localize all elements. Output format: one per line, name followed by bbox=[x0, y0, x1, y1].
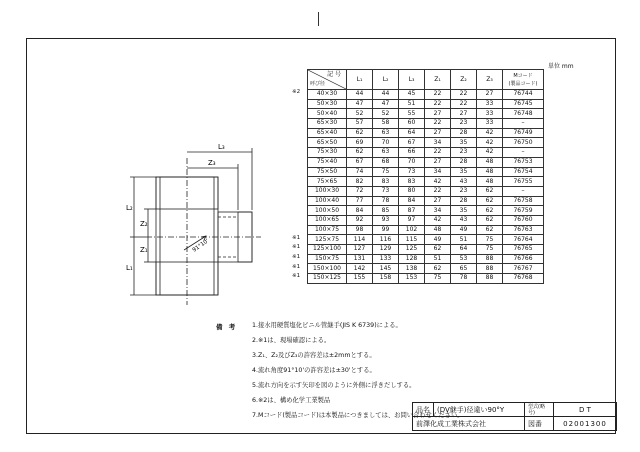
note-item: 4.流れ角度91°10'の許容差は±30'とする。 bbox=[252, 367, 376, 374]
value-cell: 52 bbox=[373, 109, 399, 119]
note-item: 3.Z₁、Z₂及びZ₃の許容差は±2mmとする。 bbox=[252, 352, 376, 359]
label-l3: L₃ bbox=[218, 143, 225, 151]
value-cell: 27 bbox=[425, 109, 451, 119]
table-row bbox=[308, 254, 544, 264]
name-value: (DV継手)径違い90°Y bbox=[434, 403, 525, 417]
title-block bbox=[412, 402, 617, 431]
table-row bbox=[308, 245, 544, 255]
value-cell: 80 bbox=[399, 186, 425, 196]
note-item: 5.流れ方向を示す矢印を図のように外側に浮きだしする。 bbox=[252, 382, 416, 389]
size-cell: 65×40 bbox=[308, 128, 347, 138]
value-cell: 131 bbox=[347, 254, 373, 264]
mcode-cell: – bbox=[503, 119, 544, 129]
notes-title: 備 考 bbox=[216, 323, 238, 331]
size-cell: 40×30 bbox=[308, 90, 347, 100]
value-cell: 44 bbox=[373, 90, 399, 100]
size-cell: 150×100 bbox=[308, 264, 347, 274]
value-cell: 62 bbox=[347, 128, 373, 138]
column-header: Z₂ bbox=[451, 70, 477, 90]
size-cell: 100×40 bbox=[308, 196, 347, 206]
value-cell: 83 bbox=[373, 177, 399, 187]
label-z3: Z₃ bbox=[208, 159, 216, 167]
mcode-cell: 76767 bbox=[503, 264, 544, 274]
label-angle: 91°10' bbox=[191, 238, 211, 254]
value-cell: 34 bbox=[425, 167, 451, 177]
value-cell: 77 bbox=[347, 196, 373, 206]
table-row bbox=[308, 177, 544, 187]
drawing-number: 02001300 bbox=[554, 417, 617, 431]
column-header: Z₁ bbox=[425, 70, 451, 90]
value-cell: 62 bbox=[477, 196, 503, 206]
value-cell: 42 bbox=[425, 177, 451, 187]
mcode-cell: 76766 bbox=[503, 254, 544, 264]
table-row bbox=[308, 225, 544, 235]
table-row bbox=[308, 148, 544, 158]
note-item: 1.接水用硬質塩化ビニル管継手(JIS K 6739)による。 bbox=[252, 322, 402, 329]
header-size-label: 呼び径 bbox=[310, 81, 326, 87]
value-cell: 43 bbox=[451, 215, 477, 225]
value-cell: 22 bbox=[451, 90, 477, 100]
value-cell: 33 bbox=[477, 109, 503, 119]
page-top-mark bbox=[318, 12, 319, 26]
value-cell: 48 bbox=[477, 177, 503, 187]
value-cell: 35 bbox=[451, 138, 477, 148]
value-cell: 62 bbox=[477, 206, 503, 216]
table-row bbox=[308, 157, 544, 167]
value-cell: 75 bbox=[425, 274, 451, 284]
value-cell: 44 bbox=[347, 90, 373, 100]
value-cell: 97 bbox=[399, 215, 425, 225]
value-cell: 73 bbox=[399, 167, 425, 177]
value-cell: 83 bbox=[399, 177, 425, 187]
value-cell: 64 bbox=[399, 128, 425, 138]
value-cell: 70 bbox=[399, 157, 425, 167]
value-cell: 75 bbox=[373, 167, 399, 177]
value-cell: 82 bbox=[347, 177, 373, 187]
value-cell: 67 bbox=[399, 138, 425, 148]
size-cell: 75×50 bbox=[308, 167, 347, 177]
note-item: 7.Mコード(製品コード)は本製品につきましては、お問い合わせください。 bbox=[252, 412, 464, 419]
value-cell: 99 bbox=[373, 225, 399, 235]
value-cell: 67 bbox=[347, 157, 373, 167]
value-cell: 52 bbox=[347, 109, 373, 119]
size-cell: 100×65 bbox=[308, 215, 347, 225]
size-cell: 75×40 bbox=[308, 157, 347, 167]
row-mark: ※1 bbox=[292, 234, 301, 241]
table-row bbox=[308, 196, 544, 206]
label-z1: Z₁ bbox=[140, 246, 148, 254]
note-item: 6.※2は、構め化学工業製品 bbox=[252, 397, 331, 404]
value-cell: 60 bbox=[399, 119, 425, 129]
size-cell: 100×30 bbox=[308, 186, 347, 196]
table-header-row bbox=[308, 70, 544, 90]
value-cell: 145 bbox=[373, 264, 399, 274]
value-cell: 48 bbox=[477, 157, 503, 167]
value-cell: 48 bbox=[425, 225, 451, 235]
value-cell: 27 bbox=[477, 90, 503, 100]
value-cell: 57 bbox=[347, 119, 373, 129]
value-cell: 65 bbox=[451, 264, 477, 274]
note-item: 2.※1は、現場確認による。 bbox=[252, 337, 331, 344]
label-z2: Z₂ bbox=[140, 220, 148, 228]
value-cell: 27 bbox=[425, 128, 451, 138]
label-l1: L₁ bbox=[126, 264, 133, 272]
company-name: 前澤化成工業株式会社 bbox=[413, 417, 525, 431]
name-label: 品名 bbox=[413, 403, 434, 417]
value-cell: 45 bbox=[399, 90, 425, 100]
value-cell: 53 bbox=[451, 254, 477, 264]
mcode-cell: 76753 bbox=[503, 157, 544, 167]
value-cell: 93 bbox=[373, 215, 399, 225]
value-cell: 87 bbox=[399, 206, 425, 216]
mcode-cell: 76760 bbox=[503, 215, 544, 225]
mcode-cell: 76754 bbox=[503, 167, 544, 177]
value-cell: 22 bbox=[451, 99, 477, 109]
value-cell: 72 bbox=[347, 186, 373, 196]
mcode-cell: – bbox=[503, 148, 544, 158]
type-label: 型式(略号) bbox=[525, 403, 554, 417]
value-cell: 49 bbox=[451, 225, 477, 235]
mcode-cell: 76745 bbox=[503, 99, 544, 109]
value-cell: 43 bbox=[451, 177, 477, 187]
value-cell: 51 bbox=[425, 254, 451, 264]
value-cell: 88 bbox=[477, 264, 503, 274]
mcode-cell: 76748 bbox=[503, 109, 544, 119]
type-value: D T bbox=[554, 403, 617, 417]
size-cell: 75×65 bbox=[308, 177, 347, 187]
dimension-table bbox=[307, 69, 544, 284]
mcode-cell: 76764 bbox=[503, 235, 544, 245]
table-row bbox=[308, 90, 544, 100]
value-cell: 23 bbox=[451, 186, 477, 196]
value-cell: 22 bbox=[425, 119, 451, 129]
size-cell: 150×75 bbox=[308, 254, 347, 264]
table-row bbox=[308, 235, 544, 245]
value-cell: 22 bbox=[425, 186, 451, 196]
value-cell: 63 bbox=[373, 148, 399, 158]
value-cell: 58 bbox=[373, 119, 399, 129]
units-label: 単位 mm bbox=[548, 63, 574, 70]
table-row bbox=[308, 167, 544, 177]
value-cell: 102 bbox=[399, 225, 425, 235]
value-cell: 78 bbox=[373, 196, 399, 206]
row-mark: ※2 bbox=[292, 89, 301, 95]
value-cell: 55 bbox=[399, 109, 425, 119]
row-mark: ※1 bbox=[292, 244, 301, 251]
size-cell: 100×50 bbox=[308, 206, 347, 216]
mcode-cell: – bbox=[503, 186, 544, 196]
value-cell: 23 bbox=[451, 119, 477, 129]
value-cell: 92 bbox=[347, 215, 373, 225]
value-cell: 70 bbox=[373, 138, 399, 148]
mcode-cell: 76749 bbox=[503, 128, 544, 138]
size-cell: 150×125 bbox=[308, 274, 347, 284]
value-cell: 42 bbox=[477, 138, 503, 148]
value-cell: 22 bbox=[425, 90, 451, 100]
header-diagonal-cell bbox=[308, 70, 347, 90]
table-row bbox=[308, 138, 544, 148]
value-cell: 85 bbox=[373, 206, 399, 216]
table-row bbox=[308, 109, 544, 119]
size-cell: 65×50 bbox=[308, 138, 347, 148]
table-row bbox=[308, 128, 544, 138]
table-row bbox=[308, 264, 544, 274]
value-cell: 27 bbox=[425, 157, 451, 167]
value-cell: 62 bbox=[425, 245, 451, 255]
value-cell: 64 bbox=[451, 245, 477, 255]
value-cell: 78 bbox=[451, 274, 477, 284]
column-header: L₁ bbox=[347, 70, 373, 90]
value-cell: 27 bbox=[425, 196, 451, 206]
value-cell: 84 bbox=[399, 196, 425, 206]
value-cell: 115 bbox=[399, 235, 425, 245]
value-cell: 28 bbox=[451, 128, 477, 138]
value-cell: 75 bbox=[477, 235, 503, 245]
table-row bbox=[308, 119, 544, 129]
value-cell: 51 bbox=[399, 99, 425, 109]
table-row bbox=[308, 206, 544, 216]
column-header: L₃ bbox=[399, 70, 425, 90]
value-cell: 84 bbox=[347, 206, 373, 216]
value-cell: 62 bbox=[477, 215, 503, 225]
row-mark: ※1 bbox=[292, 273, 301, 280]
drawing-label: 図番 bbox=[525, 417, 554, 431]
value-cell: 42 bbox=[425, 215, 451, 225]
size-cell: 50×30 bbox=[308, 99, 347, 109]
value-cell: 62 bbox=[347, 148, 373, 158]
column-header: L₂ bbox=[373, 70, 399, 90]
value-cell: 27 bbox=[451, 109, 477, 119]
size-cell: 65×30 bbox=[308, 119, 347, 129]
value-cell: 66 bbox=[399, 148, 425, 158]
value-cell: 62 bbox=[477, 186, 503, 196]
value-cell: 142 bbox=[347, 264, 373, 274]
value-cell: 73 bbox=[373, 186, 399, 196]
fitting-diagram bbox=[126, 140, 276, 314]
value-cell: 155 bbox=[347, 274, 373, 284]
value-cell: 42 bbox=[477, 148, 503, 158]
mcode-cell: 76768 bbox=[503, 274, 544, 284]
value-cell: 133 bbox=[373, 254, 399, 264]
value-cell: 49 bbox=[425, 235, 451, 245]
value-cell: 34 bbox=[425, 138, 451, 148]
value-cell: 33 bbox=[477, 99, 503, 109]
mcode-cell: 76750 bbox=[503, 138, 544, 148]
size-cell: 50×40 bbox=[308, 109, 347, 119]
value-cell: 62 bbox=[425, 264, 451, 274]
value-cell: 23 bbox=[451, 148, 477, 158]
row-mark: ※1 bbox=[292, 263, 301, 270]
table-row bbox=[308, 215, 544, 225]
mcode-cell: 76759 bbox=[503, 206, 544, 216]
value-cell: 22 bbox=[425, 148, 451, 158]
size-cell: 100×75 bbox=[308, 225, 347, 235]
mcode-cell: 76763 bbox=[503, 225, 544, 235]
table-row bbox=[308, 186, 544, 196]
value-cell: 127 bbox=[347, 245, 373, 255]
value-cell: 88 bbox=[477, 254, 503, 264]
fitting-drawing bbox=[126, 140, 276, 310]
value-cell: 129 bbox=[373, 245, 399, 255]
size-cell: 125×100 bbox=[308, 245, 347, 255]
value-cell: 34 bbox=[425, 206, 451, 216]
value-cell: 28 bbox=[451, 196, 477, 206]
value-cell: 74 bbox=[347, 167, 373, 177]
mcode-cell: 76755 bbox=[503, 177, 544, 187]
size-cell: 125×75 bbox=[308, 235, 347, 245]
value-cell: 69 bbox=[347, 138, 373, 148]
column-header-mcode: Mコード (製品コード) bbox=[503, 70, 544, 90]
value-cell: 75 bbox=[477, 245, 503, 255]
value-cell: 35 bbox=[451, 167, 477, 177]
table-row bbox=[308, 274, 544, 284]
value-cell: 138 bbox=[399, 264, 425, 274]
value-cell: 35 bbox=[451, 206, 477, 216]
row-mark: ※1 bbox=[292, 253, 301, 260]
value-cell: 51 bbox=[451, 235, 477, 245]
value-cell: 125 bbox=[399, 245, 425, 255]
value-cell: 47 bbox=[347, 99, 373, 109]
value-cell: 114 bbox=[347, 235, 373, 245]
value-cell: 42 bbox=[477, 128, 503, 138]
column-header: Z₃ bbox=[477, 70, 503, 90]
mcode-cell: 76765 bbox=[503, 245, 544, 255]
value-cell: 68 bbox=[373, 157, 399, 167]
table-row bbox=[308, 99, 544, 109]
mcode-cell: 76758 bbox=[503, 196, 544, 206]
value-cell: 47 bbox=[373, 99, 399, 109]
value-cell: 63 bbox=[373, 128, 399, 138]
value-cell: 158 bbox=[373, 274, 399, 284]
value-cell: 153 bbox=[399, 274, 425, 284]
value-cell: 98 bbox=[347, 225, 373, 235]
value-cell: 62 bbox=[477, 225, 503, 235]
value-cell: 48 bbox=[477, 167, 503, 177]
header-symbol-label: 記 号 bbox=[327, 71, 341, 78]
value-cell: 88 bbox=[477, 274, 503, 284]
mcode-cell: 76744 bbox=[503, 90, 544, 100]
value-cell: 33 bbox=[477, 119, 503, 129]
size-cell: 75×30 bbox=[308, 148, 347, 158]
value-cell: 128 bbox=[399, 254, 425, 264]
value-cell: 22 bbox=[425, 99, 451, 109]
label-l2: L₂ bbox=[126, 204, 133, 212]
value-cell: 116 bbox=[373, 235, 399, 245]
value-cell: 28 bbox=[451, 157, 477, 167]
